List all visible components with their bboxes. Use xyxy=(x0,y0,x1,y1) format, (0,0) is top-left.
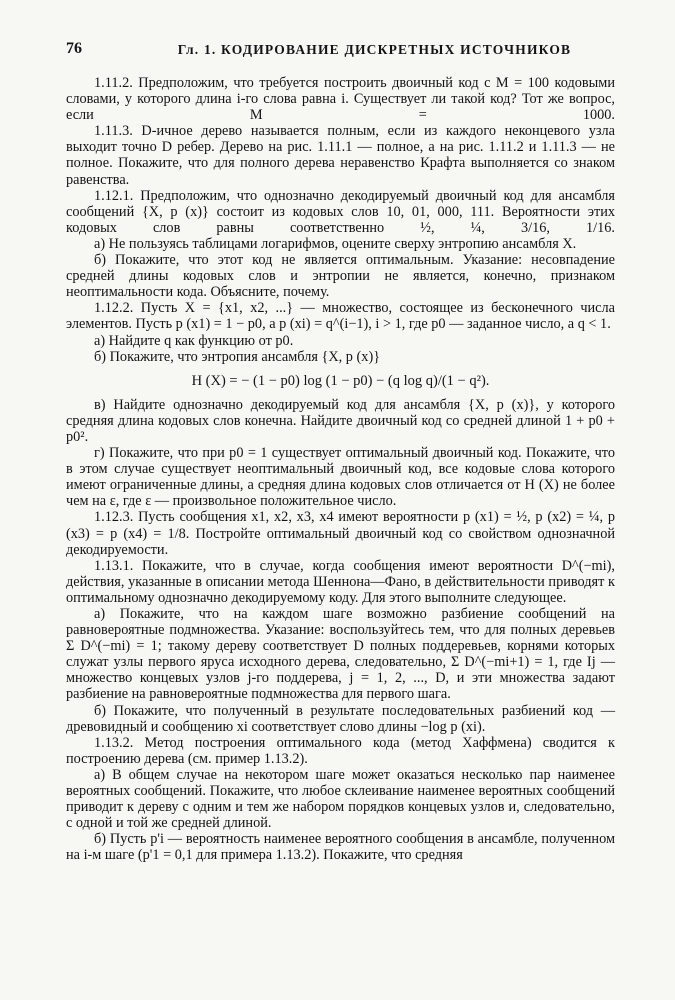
problem-1-12-1-b: б) Покажите, что этот код не является оптимальным. Указание: несовпадение средней длины кодовых слов и энтропии не является, конечно, признаком неоптимальности кода. Объясните, почему. xyxy=(66,252,615,301)
problem-1-11-2: 1.11.2. Предположим, что требуется построить двоичный код с M = 100 кодовыми словами, у которого длина i-го слова равна i. Существует ли такой код? Тот же вопрос, если M = 1000. xyxy=(66,75,615,124)
problem-1-13-2-a: а) В общем случае на некотором шаге может оказаться несколько пар наименее вероятных сообщений. Покажите, что любое склеивание наименее вероятных сообщений приводит к дереву с одним и тем же набором порядков концевых узлов и, следовательно, с одной и той же средней длиной. xyxy=(66,766,615,832)
problem-1-12-1: 1.12.1. Предположим, что однозначно декодируемый двоичный код для ансамбля сообщений {X, p (x)} состоит из кодовых слов 10, 01, 000, 111. Вероятности этих кодовых слов равны соответственно ½, ¼, 3/16, 1/16. xyxy=(66,187,615,236)
problem-1-11-3: 1.11.3. D-ичное дерево называется полным, если из каждого неконцевого узла выходит точно D ребер. Дерево на рис. 1.11.1 — полное, а на рис. 1.11.2 и 1.11.3 — не полное. Покажите, что для полного дерева неравенство Крафта выполняется со знаком равенства. xyxy=(66,123,615,188)
problem-1-12-2-a: а) Найдите q как функцию от p0. xyxy=(94,332,294,349)
problem-1-13-2: 1.13.2. Метод построения оптимального кода (метод Хаффмена) сводится к построению дерева (см. пример 1.13.2). xyxy=(66,734,615,767)
problem-1-13-1-a: а) Покажите, что на каждом шаге возможно разбиение сообщений на равновероятные подмножества. Указание: воспользуйтесь тем, что для полных деревьев Σ D^(−mi) = 1; такому дереву соответствует D полных поддеревьев, корнями которых служат узлы первого яруса исходного дерева, следовательно, Σ D^(−mi+1) = 1, где Ij — множество концевых узлов j-го поддерева, j = 1, 2, ..., D, и эти множества задают разбиение на равновероятные подмножества для первого шага. xyxy=(66,606,615,703)
page-body xyxy=(66,75,615,864)
problem-1-12-2-g: г) Покажите, что при p0 = 1 существует оптимальный двоичный код. Покажите, что в этом случае существует неоптимальный двоичный код, все кодовые слова которого имеют ограниченные длины, а средняя длина кодовых слов отличается от H (X) не более чем на ε, где ε — произвольное положительное число. xyxy=(66,445,615,510)
running-head: Гл. 1. КОДИРОВАНИЕ ДИСКРЕТНЫХ ИСТОЧНИКОВ xyxy=(177,42,572,57)
problem-1-13-2-b: б) Пусть p'i — вероятность наименее вероятного сообщения в ансамбле, полученном на i-м шаге (p'1 = 0,1 для примера 1.13.2). Покажите, что средняя xyxy=(66,831,615,864)
problem-1-12-1-a: а) Не пользуясь таблицами логарифмов, оцените сверху энтропию ансамбля X. xyxy=(94,235,577,252)
page-number: 76 xyxy=(66,40,82,57)
entropy-formula: H (X) = − (1 − p0) log (1 − p0) − (q log q)/(1 − q²). xyxy=(191,372,490,389)
problem-1-12-2-b: б) Покажите, что энтропия ансамбля {X, p (x)} xyxy=(94,348,381,365)
problem-1-12-2-v: в) Найдите однозначно декодируемый код для ансамбля {X, p (x)}, у которого средняя длина кодовых слов конечна. Найдите двоичный код со средней длиной 1 + p0 + p0². xyxy=(66,396,615,445)
problem-1-12-2: 1.12.2. Пусть X = {x1, x2, ...} — множество, состоящее из бесконечного числа элементов. Пусть p (x1) = 1 − p0, а p (xi) = q^(i−1), i > 1, где p0 — заданное число, а q < 1. xyxy=(66,300,615,333)
problem-1-12-3: 1.12.3. Пусть сообщения x1, x2, x3, x4 имеют вероятности p (x1) = ½, p (x2) = ¼, p (x3) = p (x4) = 1/8. Постройте оптимальный двоичный код со свойством однозначной декодируемости. xyxy=(66,509,615,558)
problem-1-13-1-b: б) Покажите, что полученный в результате последовательных разбиений код — древовидный и сообщению xi соответствует слово длины −log p (xi). xyxy=(66,702,615,735)
page-header xyxy=(66,40,613,62)
problem-1-13-1: 1.13.1. Покажите, что в случае, когда сообщения имеют вероятности D^(−mi), действия, указанные в описании метода Шеннона—Фано, в действительности приводят к оптимальному однозначно декодируемому коду. Для этого выполните следующее. xyxy=(66,557,615,606)
